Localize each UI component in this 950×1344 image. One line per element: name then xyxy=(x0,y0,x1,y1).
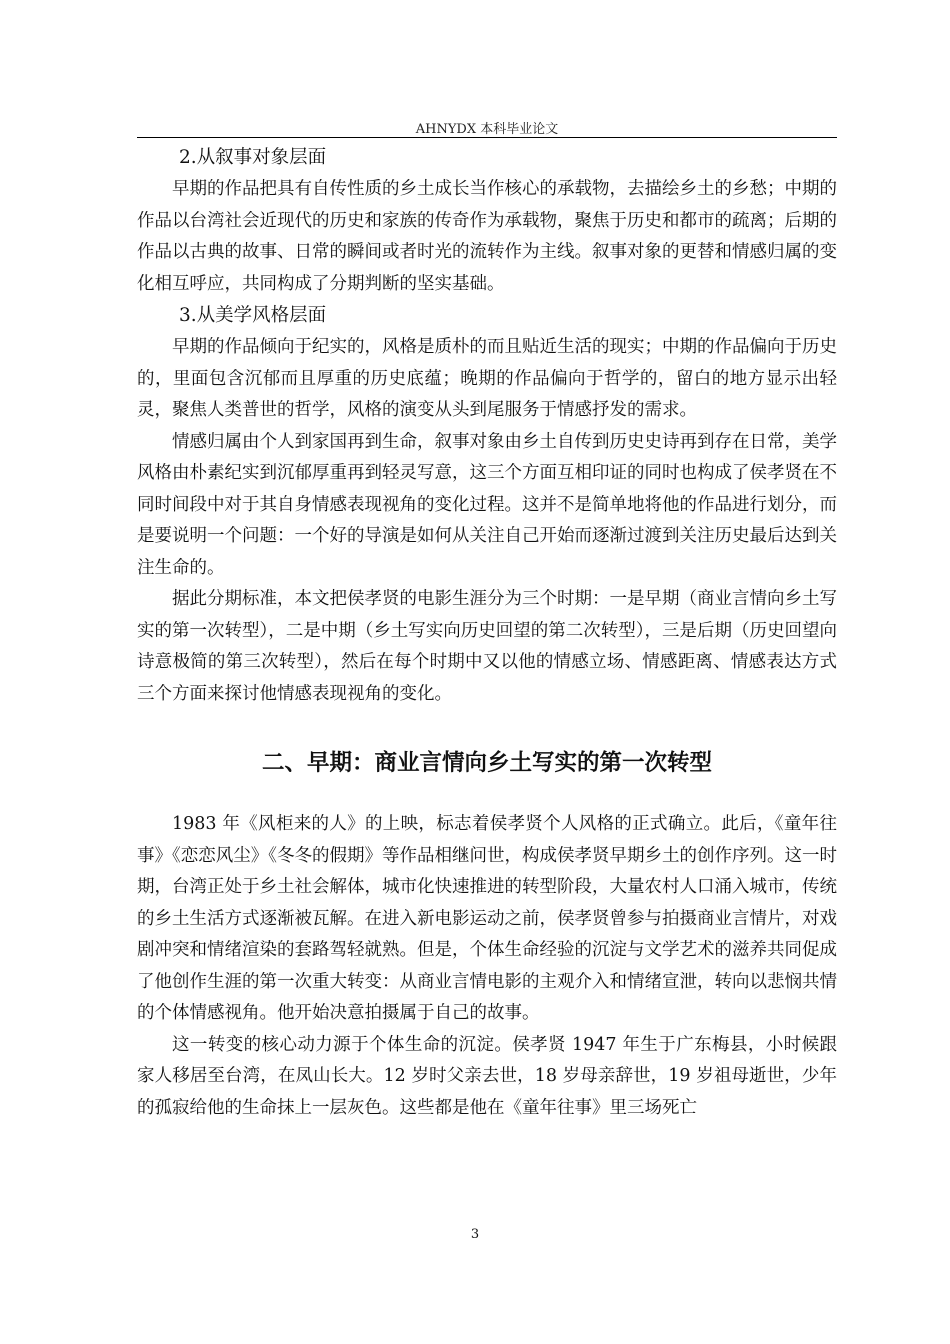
paragraph: 早期的作品把具有自传性质的乡土成长当作核心的承载物，去描绘乡土的乡愁；中期的作品以台湾社会近现代的历史和家族的传奇作为承载物，聚焦于历史和都市的疏离；后期的作品以古典的故事、日常的瞬间或者时光的流转作为主线。叙事对象的更替和情感归属的变化相互呼应，共同构成了分期判断的坚实基础。 xyxy=(137,179,837,294)
document-body xyxy=(137,142,837,1124)
paragraph: 情感归属由个人到家国再到生命，叙事对象由乡土自传到历史史诗再到存在日常，美学风格由朴素纪实到沉郁厚重再到轻灵写意，这三个方面互相印证的同时也构成了侯孝贤在不同时间段中对于其自身情感表现视角的变化过程。这并不是简单地将他的作品进行划分，而是要说明一个问题：一个好的导演是如何从关注自己开始而逐渐过渡到关注历史最后达到关注生命的。 xyxy=(137,431,837,578)
subsection-heading: 2.从叙事对象层面 xyxy=(179,147,327,168)
paragraph: 1983 年《风柜来的人》的上映，标志着侯孝贤个人风格的正式确立。此后，《童年往事》《恋恋风尘》《冬冬的假期》等作品相继问世，构成侯孝贤早期乡土的创作序列。这一时期，台湾正处于乡土社会解体，城市化快速推进的转型阶段，大量农村人口涌入城市，传统的乡土生活方式逐渐被瓦解。在进入新电影运动之前，侯孝贤曾参与拍摄商业言情片，对戏剧冲突和情绪渲染的套路驾轻就熟。但是，个体生命经验的沉淀与文学艺术的滋养共同促成了他创作生涯的第一次重大转变：从商业言情电影的主观介入和情绪宣泄，转向以悲悯共情的个体情感视角。他开始决意拍摄属于自己的故事。 xyxy=(137,814,837,1023)
paragraph: 这一转变的核心动力源于个体生命的沉淀。侯孝贤 1947 年生于广东梅县，小时候跟家人移居至台湾，在凤山长大。12 岁时父亲去世，18 岁母亲辞世，19 岁祖母逝世，少年的孤寂给他的生命抹上一层灰色。这些都是他在《童年往事》里三场死亡 xyxy=(137,1034,837,1118)
header-divider xyxy=(137,137,837,138)
paragraph: 早期的作品倾向于纪实的，风格是质朴的而且贴近生活的现实；中期的作品偏向于历史的，里面包含沉郁而且厚重的历史底蕴；晚期的作品偏向于哲学的，留白的地方显示出轻灵，聚焦人类普世的哲学，风格的演变从头到尾服务于情感抒发的需求。 xyxy=(137,337,837,420)
running-header: AHNYDX 本科毕业论文 xyxy=(415,122,559,137)
subsection-heading: 3.从美学风格层面 xyxy=(179,305,327,326)
chapter-title: 二、早期：商业言情向乡土写实的第一次转型 xyxy=(261,750,712,776)
paragraph: 据此分期标准，本文把侯孝贤的电影生涯分为三个时期：一是早期（商业言情向乡土写实的第一次转型），二是中期（乡土写实向历史回望的第二次转型），三是后期（历史回望向诗意极简的第三次转型），然后在每个时期中又以他的情感立场、情感距离、情感表达方式三个方面来探讨他情感表现视角的变化。 xyxy=(137,589,837,704)
page-number: 3 xyxy=(470,1227,480,1242)
